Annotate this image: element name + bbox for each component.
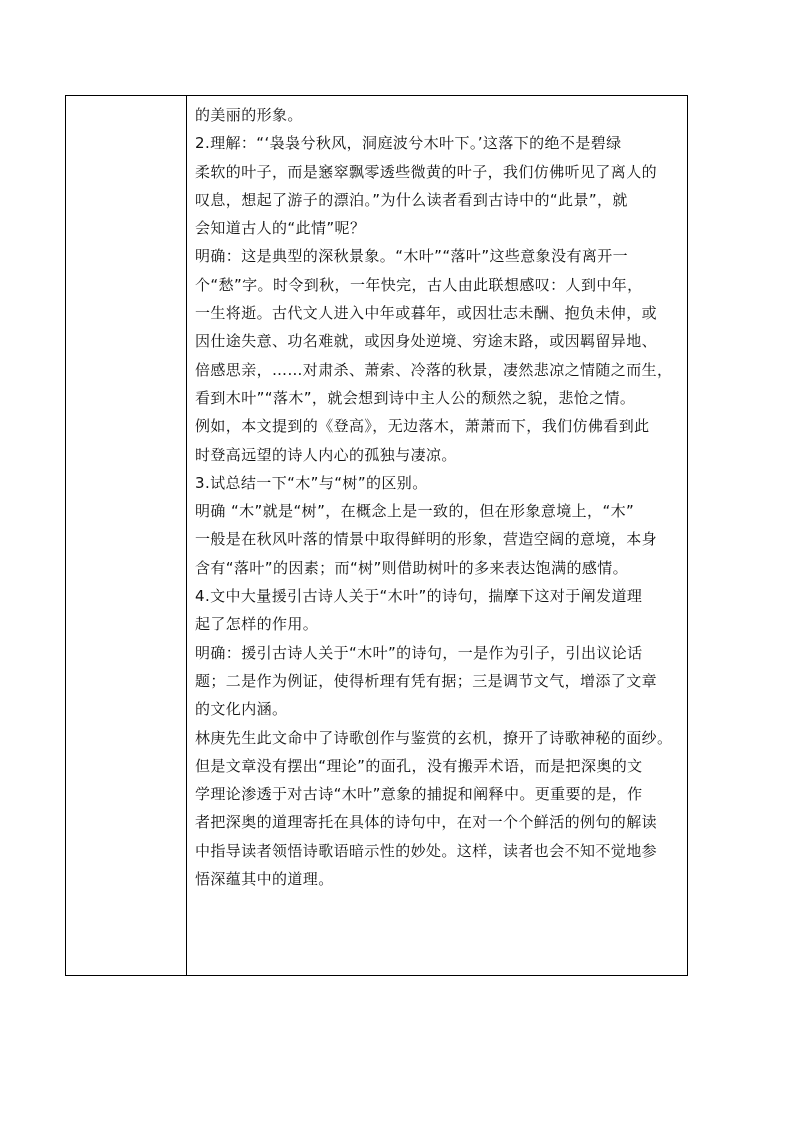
table-left-cell — [66, 96, 187, 975]
text-line: 明确：援引古诗人关于“木叶”的诗句，一是作为引子，引出议论话 — [195, 643, 643, 662]
table-right-cell — [187, 96, 687, 975]
text-line: 题；二是作为例证，使得析理有凭有据；三是调节文气，增添了文章 — [195, 671, 658, 690]
text-line: 时登高远望的诗人内心的孤独与凄凉。 — [195, 445, 457, 464]
text-line: 2.理解：“‘袅袅兮秋风，洞庭波兮木叶下。’这落下的绝不是碧绿 — [195, 134, 622, 153]
text-line: 例如，本文提到的《登高》，无边落木，萧萧而下，我们仿佛看到此 — [195, 417, 650, 436]
text-line: 林庚先生此文命中了诗歌创作与鉴赏的玄机，撩开了诗歌神秘的面纱。 — [195, 728, 673, 747]
text-line: 起了怎样的作用。 — [195, 615, 319, 634]
text-line: 会知道古人的“此情”呢？ — [195, 219, 366, 238]
text-line: 的美丽的形象。 — [195, 106, 303, 124]
content-table — [65, 95, 688, 976]
text-line: 3.试总结一下“木”与“树”的区别。 — [195, 473, 428, 492]
text-line: 含有“落叶”的因素；而“树”则借助树叶的多来表达饱满的感情。 — [195, 558, 629, 577]
text-line: 学理论渗透于对古诗“木叶”意象的捕捉和阐释中。更重要的是，作 — [195, 785, 643, 804]
text-line: 叹息，想起了游子的漂泊。”为什么读者看到古诗中的“此景”，就 — [195, 190, 628, 209]
text-line: 柔软的叶子，而是窸窣飘零透些微黄的叶子，我们仿佛听见了离人的 — [195, 162, 658, 181]
text-line: 个“愁”字。时令到秋，一年快完，古人由此联想感叹：人到中年， — [195, 275, 643, 294]
text-line: 中指导读者领悟诗歌语暗示性的妙处。这样，读者也会不知不觉地参 — [195, 841, 658, 860]
text-line: 明确：这是典型的深秋景象。“木叶”“落叶”这些意象没有离开一 — [195, 247, 629, 266]
text-line: 悟深蕴其中的道理。 — [195, 870, 334, 889]
text-line: 但是文章没有摆出“理论”的面孔，没有搬弄术语，而是把深奥的文 — [195, 756, 643, 775]
text-line: 因仕途失意、功名难就，或因身处逆境、穷途末路，或因羁留异地、 — [195, 332, 658, 351]
text-line: 明确 “木”就是“树”，在概念上是一致的，但在形象意境上，“木” — [195, 502, 635, 521]
text-line: 一生将逝。古代文人进入中年或暮年，或因壮志未酬、抱负未伸，或 — [195, 304, 658, 323]
text-line: 者把深奥的道理寄托在具体的诗句中，在对一个个鲜活的例句的解读 — [195, 813, 658, 832]
text-line: 一般是在秋风叶落的情景中取得鲜明的形象，营造空阔的意境，本身 — [195, 530, 658, 549]
text-line: 看到木叶”“落木”，就会想到诗中主人公的颓然之貌，悲怆之情。 — [195, 388, 636, 407]
text-line: 倍感思亲，……对肃杀、萧索、冷落的秋景，凄然悲凉之情随之而生， — [195, 360, 673, 379]
text-line: 的文化内涵。 — [195, 700, 288, 719]
text-line: 4.文中大量援引古诗人关于“木叶”的诗句，揣摩下这对于阐发道理 — [195, 587, 643, 606]
